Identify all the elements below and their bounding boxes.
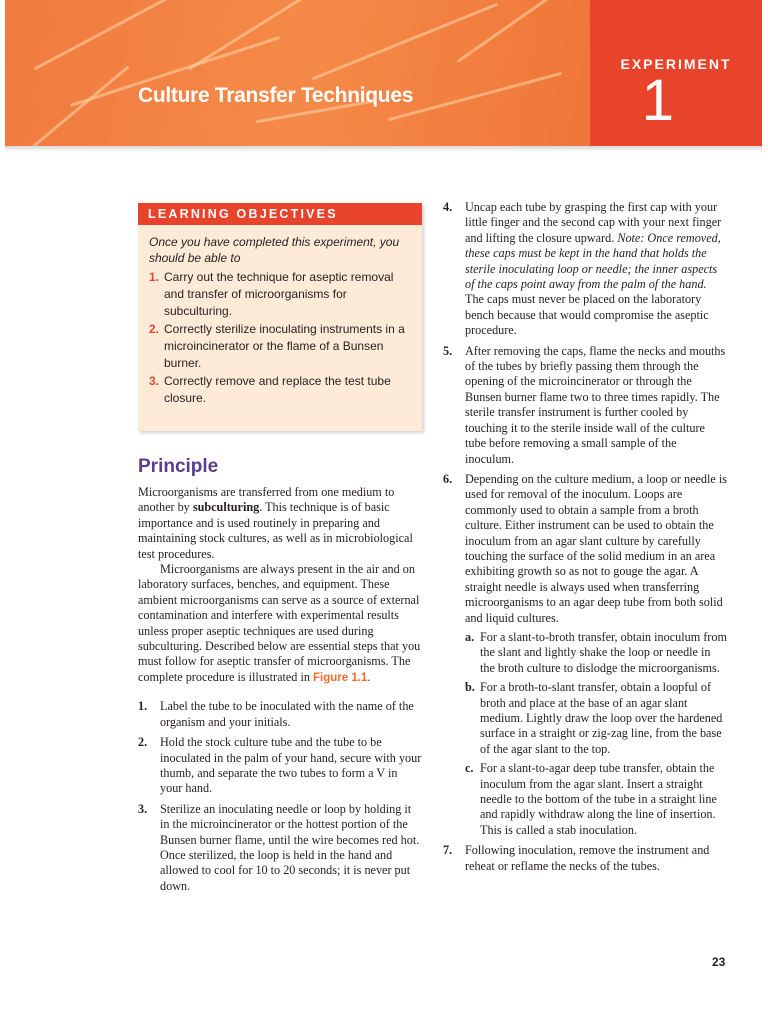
right-column	[443, 200, 727, 874]
objective-text: Carry out the technique for aseptic removal and transfer of microorganisms for subculturing.	[164, 270, 394, 318]
procedure-step	[443, 344, 727, 467]
page-title: Culture Transfer Techniques	[138, 84, 414, 107]
objective-number: 1.	[149, 270, 160, 284]
step-note: Note: Once removed, these caps must be kept in the hand that holds the sterile inoculating loop or needle; the inner aspects of the caps point away from the palm of the hand.	[465, 230, 721, 292]
step-text	[465, 472, 727, 838]
text-run: Microorganisms are transferred from one medium to another by	[138, 485, 395, 515]
step-number: 6.	[443, 471, 453, 486]
left-column	[138, 485, 422, 894]
text-run: Microorganisms are always present in the air and on laboratory surfaces, benches, and equipment. These ambient microorganisms can serve as a source of external contamination and interfere with experimental results unless proper aseptic techniques are used during subculturing. Described below are essential steps that you must follow for aseptic transfer of microorganisms. The complete procedure is illustrated in	[138, 562, 421, 684]
step-number: 2.	[138, 735, 148, 750]
step-text: Following inoculation, remove the instrument and reheat or reflame the necks of the tubes.	[465, 843, 710, 873]
step-number: 4.	[443, 200, 453, 214]
objective-number: 2.	[149, 322, 160, 336]
experiment-number: 1	[641, 68, 674, 133]
objective-item	[149, 373, 416, 407]
text-run: . This technique is of basic importance and is used routinely in preparing and maintaining stock cultures, as well as in microbiological test procedures.	[138, 500, 413, 561]
learning-objectives-box	[138, 203, 422, 431]
text-run: .	[367, 669, 371, 684]
sub-step-letter: b.	[465, 680, 475, 695]
principle-paragraph-1	[138, 485, 422, 562]
experiment-box	[590, 0, 762, 146]
procedure-step	[443, 843, 727, 874]
sub-step	[465, 680, 727, 757]
experiment-label: EXPERIMENT	[620, 56, 732, 72]
objective-item	[149, 269, 416, 320]
sub-step-letter: c.	[465, 761, 474, 776]
sub-step-text: For a slant-to-broth transfer, obtain inoculum from the slant and lightly shake the loop or needle in the broth culture to dislodge the microorganisms.	[480, 629, 727, 675]
step-number: 3.	[138, 801, 148, 816]
step-text: Hold the stock culture tube and the tube to be inoculated in the palm of your hand, secure with your thumb, and separate the two tubes to form a V in your hand.	[160, 735, 422, 796]
objectives-heading: LEARNING OBJECTIVES	[138, 203, 422, 225]
procedure-step	[443, 472, 727, 838]
step-number: 7.	[443, 843, 453, 858]
objectives-list	[149, 269, 416, 407]
page-number: 23	[712, 955, 726, 969]
step-text: After removing the caps, flame the necks and mouths of the tubes by briefly passing them through the opening of the microincinerator or through the Bunsen burner flame two to three times rapidly. The sterile transfer instrument is further cooled by touching it to the sterile inside wall of the culture tube before removing a small sample of the inoculum.	[465, 343, 726, 466]
step-text: Sterilize an inoculating needle or loop by holding it in the microincinerator or the hottest portion of the Bunsen burner flame, until the wire becomes red hot. Once sterilized, the loop is held in the hand and allowed to cool for 10 to 20 seconds; it is never put down.	[160, 801, 420, 893]
objectives-intro: Once you have completed this experiment, you should be able to	[149, 235, 400, 265]
text-run: Uncap each tube by grasping the first cap with your little finger and the second cap with your next finger and lifting the closure upward.	[465, 200, 722, 245]
step-text	[465, 200, 727, 339]
text-run: The caps must never be placed on the laboratory bench because that would compromise the aseptic procedure.	[465, 292, 709, 338]
figure-reference-link[interactable]: Figure 1.1	[312, 671, 368, 684]
principle-paragraph-2	[138, 562, 422, 686]
sub-step	[465, 630, 727, 676]
objective-item	[149, 321, 416, 372]
term-subculturing: subculturing	[192, 500, 260, 515]
procedure-step	[138, 802, 422, 894]
banner-shadow	[5, 146, 762, 152]
step-number: 1.	[138, 699, 148, 714]
step-text: Label the tube to be inoculated with the name of the organism and your initials.	[160, 699, 414, 729]
procedure-step	[443, 200, 727, 339]
objective-text: Correctly remove and replace the test tube closure.	[164, 374, 391, 405]
sub-step-text: For a slant-to-agar deep tube transfer, obtain the inoculum from the agar slant. Insert a straight needle to the bottom of the tube in a straight line and rapidly withdraw along the line of insertion. This is called a stab inoculation.	[480, 761, 717, 837]
step-number: 5.	[443, 343, 453, 358]
sub-step-text: For a broth-to-slant transfer, obtain a loopful of broth and place at the base of an agar slant medium. Lightly draw the loop over the hardened surface in a straight or zig-zag line, from the base of the agar slant to the top.	[480, 680, 723, 756]
sub-step-letter: a.	[465, 629, 475, 644]
procedure-step	[138, 735, 422, 797]
sub-step	[465, 761, 727, 838]
objective-number: 3.	[149, 374, 160, 388]
procedure-step	[138, 699, 422, 730]
principle-heading: Principle	[138, 456, 219, 477]
objective-text: Correctly sterilize inoculating instruments in a microincinerator or the flame of a Bunsen burner.	[164, 322, 405, 370]
text-run: Depending on the culture medium, a loop or needle is used for removal of the inoculum. Loops are commonly used to obtain a sample from a broth culture. Either instrument can be used to obtain the inoculum from an agar slant culture by carefully touching the surface of the solid medium in an area exhibiting growth so as not to gouge the agar. A straight needle is always used when transferring microorganisms to an agar deep tube from both solid and liquid cultures.	[465, 471, 727, 625]
